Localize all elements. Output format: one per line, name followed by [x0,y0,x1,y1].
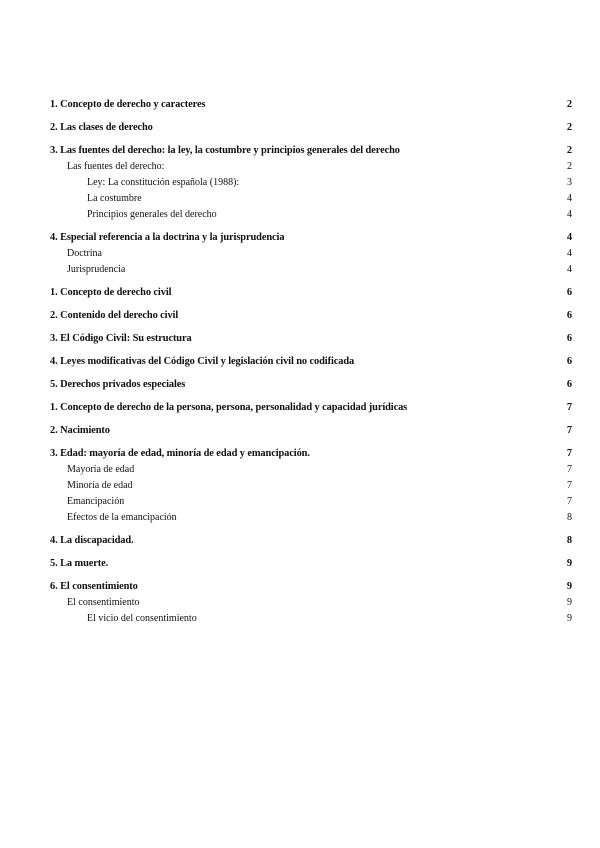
toc-entry-page[interactable]: 6 [566,310,572,321]
toc-entry-page[interactable]: 2 [566,122,572,133]
toc-entry-page[interactable]: 9 [567,597,572,608]
toc-entry-title[interactable]: Jurisprudencia [67,264,126,275]
toc-entry-title[interactable]: 1. Concepto de derecho civil [50,287,172,298]
toc-entry[interactable] [50,556,572,572]
toc-subsubentry[interactable] [50,175,572,191]
toc-entry-page[interactable]: 7 [567,480,572,491]
toc-entry-title[interactable]: La costumbre [87,193,142,204]
toc-entry-title[interactable]: El vicio del consentimiento [87,613,197,624]
toc-entry[interactable] [50,533,572,549]
toc-entry-page[interactable]: 4 [567,248,572,259]
toc-entry-title[interactable]: 3. Las fuentes del derecho: la ley, la costumbre y principios generales del derecho [50,145,400,156]
toc-entry[interactable] [50,400,572,416]
toc-entry-title[interactable]: 2. Contenido del derecho civil [50,310,179,321]
toc-entry[interactable] [50,143,572,159]
toc-entry-page[interactable]: 9 [567,613,572,624]
toc-entry-page[interactable]: 4 [567,264,572,275]
toc-entry-title[interactable]: Las fuentes del derecho: [67,161,165,172]
toc-entry-page[interactable]: 6 [566,333,572,344]
toc-entry-title[interactable]: 2. Nacimiento [50,425,110,436]
toc-entry-title[interactable]: 3. El Código Civil: Su estructura [50,333,192,344]
toc-entry-title[interactable]: El consentimiento [67,597,140,608]
toc-entry-page[interactable]: 6 [566,356,572,367]
toc-entry-page[interactable]: 7 [566,402,572,413]
toc-entry-title[interactable]: 5. Derechos privados especiales [50,379,186,390]
toc-entry-title[interactable]: Emancipación [67,496,125,507]
toc-subentry[interactable] [50,478,572,494]
toc-entry-page[interactable]: 6 [566,379,572,390]
toc-entry-title[interactable]: Principios generales del derecho [87,209,217,220]
toc-entry[interactable] [50,331,572,347]
toc-entry[interactable] [50,579,572,595]
toc-subsubentry[interactable] [50,611,572,627]
toc-entry-page[interactable]: 7 [566,448,572,459]
toc-entry[interactable] [50,285,572,301]
toc-entry-page[interactable]: 6 [566,287,572,298]
toc-subentry[interactable] [50,159,572,175]
toc-entry-page[interactable]: 2 [566,145,572,156]
toc-entry-title[interactable]: Doctrina [67,248,102,259]
toc-entry-page[interactable]: 4 [567,193,572,204]
toc-entry-title[interactable]: 1. Concepto de derecho y caracteres [50,99,206,110]
toc-entry-title[interactable]: Minoría de edad [67,480,133,491]
toc-entry[interactable] [50,308,572,324]
toc-entry[interactable] [50,230,572,246]
toc-entry-page[interactable]: 2 [566,99,572,110]
toc-entry[interactable] [50,423,572,439]
toc-entry-page[interactable]: 7 [566,425,572,436]
toc-entry-title[interactable]: 5. La muerte. [50,558,109,569]
toc-entry-page[interactable]: 7 [567,464,572,475]
toc-entry-title[interactable]: 1. Concepto de derecho de la persona, persona, personalidad y capacidad jurídicas [50,402,408,413]
toc-entry[interactable] [50,354,572,370]
toc-entry[interactable] [50,97,572,113]
toc-entry-page[interactable]: 4 [566,232,572,243]
toc-entry-page[interactable]: 8 [566,535,572,546]
toc-subentry[interactable] [50,246,572,262]
toc-entry-title[interactable]: Efectos de la emancipación [67,512,177,523]
toc-entry-page[interactable]: 9 [566,558,572,569]
toc-entry-page[interactable]: 3 [567,177,572,188]
toc-subentry[interactable] [50,595,572,611]
toc-entry-page[interactable]: 8 [567,512,572,523]
toc-entry[interactable] [50,120,572,136]
toc-entry-page[interactable]: 7 [567,496,572,507]
toc-entry-title[interactable]: 4. Leyes modificativas del Código Civil y legislación civil no codificada [50,356,355,367]
toc-subentry[interactable] [50,462,572,478]
toc-entry-page[interactable]: 2 [567,161,572,172]
toc-entry-title[interactable]: 3. Edad: mayoría de edad, minoría de edad y emancipación. [50,448,310,459]
toc-entry-title[interactable]: Mayoría de edad [67,464,135,475]
toc-subentry[interactable] [50,510,572,526]
toc-subsubentry[interactable] [50,191,572,207]
toc-entry-title[interactable]: 4. Especial referencia a la doctrina y la jurisprudencia [50,232,285,243]
toc-entry[interactable] [50,446,572,462]
toc-entry-page[interactable]: 9 [566,581,572,592]
toc-subentry[interactable] [50,262,572,278]
toc-subsubentry[interactable] [50,207,572,223]
toc-entry[interactable] [50,377,572,393]
toc-entry-title[interactable]: 2. Las clases de derecho [50,122,153,133]
toc-entry-page[interactable]: 4 [567,209,572,220]
toc-subentry[interactable] [50,494,572,510]
toc-entry-title[interactable]: 4. La discapacidad. [50,535,134,546]
toc-entry-title[interactable]: 6. El consentimiento [50,581,138,592]
toc-entry-title[interactable]: Ley: La constitución española (1988): [87,177,240,188]
table-of-contents [50,97,572,627]
